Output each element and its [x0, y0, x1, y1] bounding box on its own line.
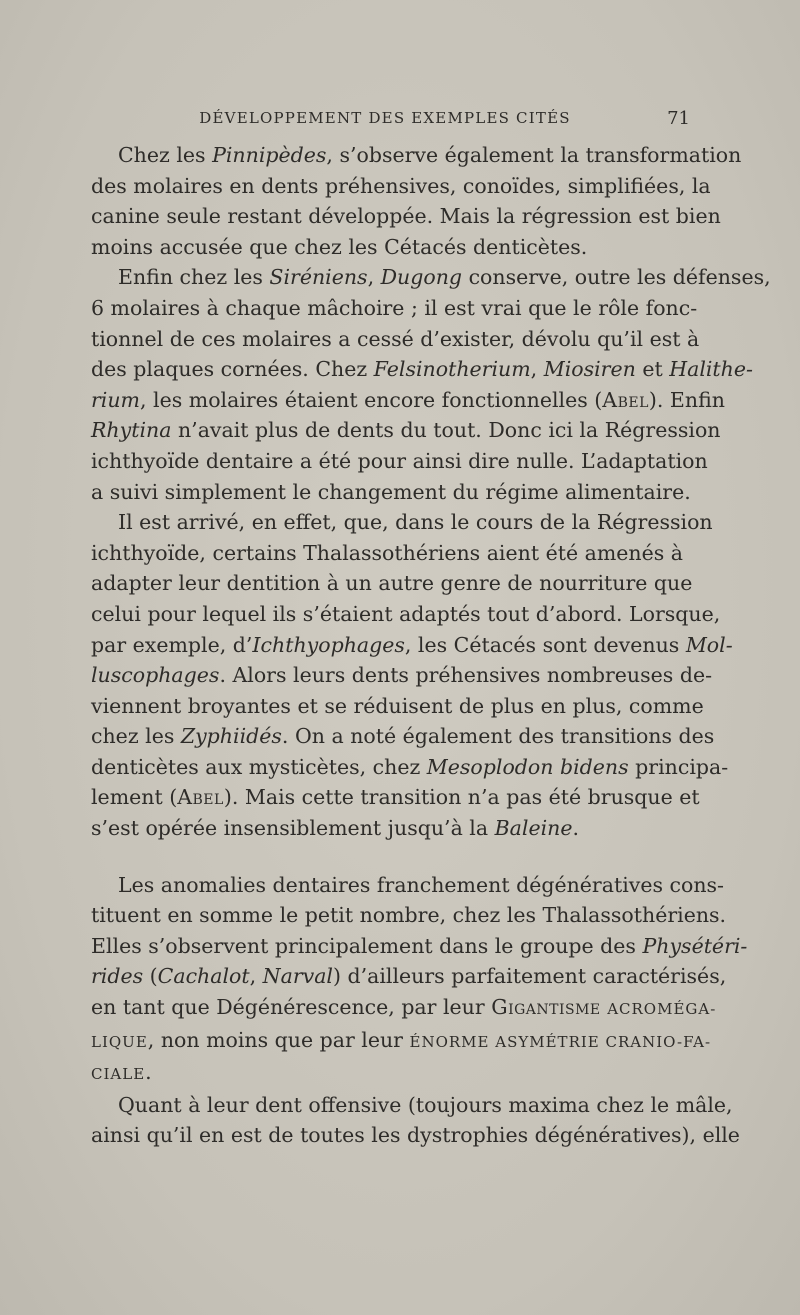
text-line: rium, les molaires étaient encore fonctionnelles (Abel). Enfin [91, 387, 725, 412]
text-line: Elles s’observent principalement dans le groupe des Physétéri- [91, 933, 748, 958]
text-line: ainsi qu’il en est de toutes les dystrophies dégénératives), elle [91, 1123, 740, 1148]
text-line: CIALE. [91, 1060, 152, 1085]
text-line: celui pour lequel ils s’étaient adaptés tout d’abord. Lorsque, [91, 601, 721, 626]
text-line: viennent broyantes et se réduisent de plus en plus, comme [91, 693, 704, 718]
paragraph-dent-offensive [91, 1090, 740, 1151]
paragraph-anomalies [91, 870, 748, 1090]
text-line: en tant que Dégénérescence, par leur Gigantisme ACROMÉGA- [91, 995, 717, 1020]
text-line: Il est arrivé, en effet, que, dans le cours de la Régression [118, 510, 713, 535]
text-line: moins accusée que chez les Cétacés denticètes. [91, 234, 588, 259]
text-line: des plaques cornées. Chez Felsinotherium, Miosiren et Halithe- [91, 357, 753, 382]
text-line: ichthyoïde, certains Thalassothériens aient été amenés à [91, 540, 683, 565]
page-number: 71 [667, 107, 690, 129]
text-line: par exemple, d’Ichthyophages, les Cétacés sont devenus Mol- [91, 632, 733, 657]
text-line: tionnel de ces molaires a cessé d’exister, dévolu qu’il est à [91, 326, 700, 351]
text-line: Chez les Pinnipèdes, s’observe également la transformation [118, 143, 742, 167]
paragraph-regression [91, 507, 733, 844]
paragraph-pinnipedes [91, 140, 742, 262]
running-head: DÉVELOPPEMENT DES EXEMPLES CITÉS [199, 109, 571, 127]
text-line: s’est opérée insensiblement jusqu’à la Baleine. [91, 816, 580, 841]
text-line: lement (Abel). Mais cette transition n’a pas été brusque et [91, 785, 700, 810]
text-line: canine seule restant développée. Mais la régression est bien [91, 204, 721, 229]
page-header [90, 103, 690, 133]
paragraph-sireniens [91, 262, 771, 507]
text-line: a suivi simplement le changement du régime alimentaire. [91, 479, 691, 504]
text-line: Rhytina n’avait plus de dents du tout. Donc ici la Régression [91, 418, 721, 443]
text-line: tituent en somme le petit nombre, chez les Thalassothériens. [91, 903, 727, 928]
text-line: Enfin chez les Siréniens, Dugong conserve, outre les défenses, [118, 265, 771, 290]
text-line: Les anomalies dentaires franchement dégénératives cons- [118, 872, 724, 897]
text-line: denticètes aux mysticètes, chez Mesoplodon bidens principa- [91, 754, 729, 779]
text-line: rides (Cachalot, Narval) d’ailleurs parfaitement caractérisés, [91, 964, 727, 989]
text-body [91, 140, 771, 1151]
text-line: ichthyoïde dentaire a été pour ainsi dire nulle. L’adaptation [91, 448, 708, 473]
text-line: LIQUE, non moins que par leur ÉNORME ASYMÉTRIE CRANIO-FA- [91, 1027, 712, 1052]
text-line: 6 molaires à chaque mâchoire ; il est vrai que le rôle fonc- [91, 295, 698, 320]
paragraph-gap [91, 844, 683, 870]
text-line: adapter leur dentition à un autre genre de nourriture que [91, 571, 693, 596]
text-line: chez les Zyphiidés. On a noté également des transitions des [91, 724, 715, 749]
text-line: Quant à leur dent offensive (toujours maxima chez le mâle, [118, 1092, 733, 1117]
text-line: luscophages. Alors leurs dents préhensives nombreuses de- [91, 663, 712, 688]
text-line: des molaires en dents préhensives, conoïdes, simplifiées, la [91, 173, 711, 198]
